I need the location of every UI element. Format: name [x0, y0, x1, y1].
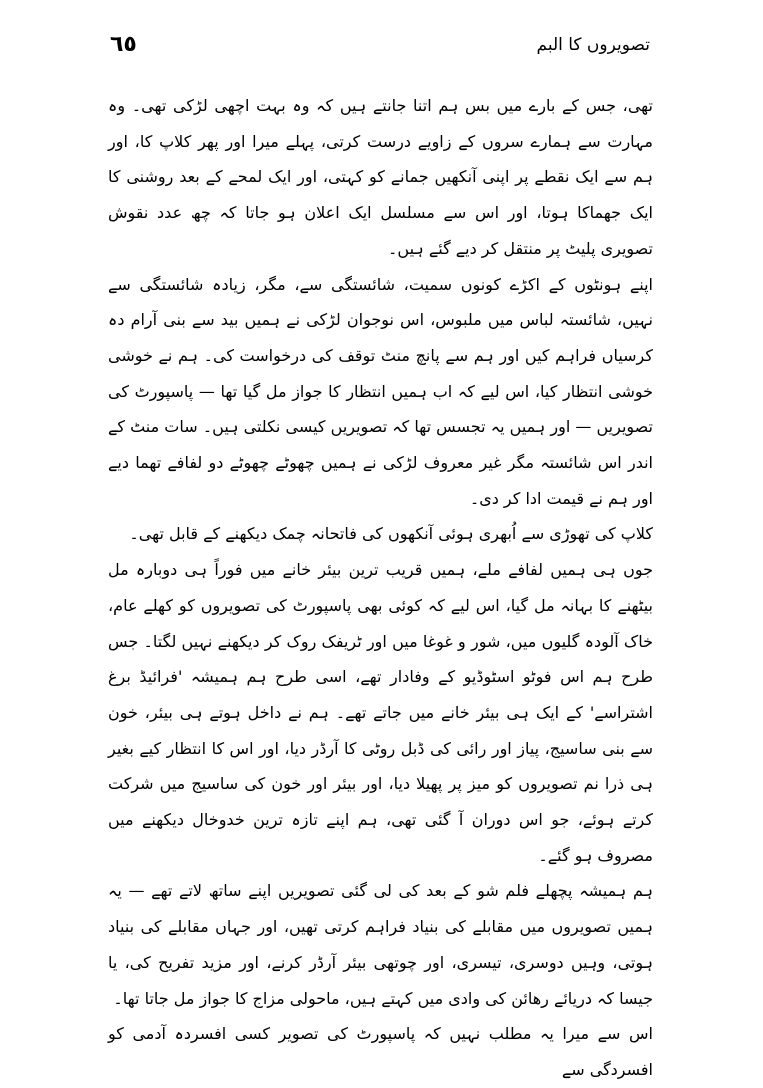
paragraph-5: ہم ہمیشہ پچھلے فلم شو کے بعد کی لی گئی تصویریں اپنے ساتھ لاتے تھے — یہ ہمیں تصویروں میں مقابلے کی بنیاد فراہم کرتی تھیں، اور جہاں مقابلے کی بنیاد ہوتی، وہیں دوسری، تیسری، اور چوتھی بیئر آرڈر کرنے، اور مزید تفریح کی، یا جیسا کہ دریائے رھائن کی وادی میں کہتے ہیں، ماحولی مزاج کا جواز مل جاتا تھا۔ — [108, 881, 653, 1008]
paragraph-1: تھی، جس کے بارے میں بس ہم اتنا جانتے ہیں کہ وہ بہت اچھی لڑکی تھی۔ وہ مہارت سے ہمارے سروں کے زاویے درست کرتی، پہلے میرا اور پھر کلاپ کا، اور ہم سے ایک نقطے پر اپنی آنکھیں جمانے کو کہتی، اور ایک لمحے کے بعد روشنی کا ایک جھماکا ہوتا، اور اس سے مسلسل ایک اعلان ہو جاتا کہ چھ عدد نقوش تصویری پلیٹ پر منتقل کر دیے گئے ہیں۔ — [108, 96, 653, 258]
page-number: ٦٥ — [110, 32, 137, 57]
body-text — [108, 88, 653, 1088]
page-header — [110, 32, 650, 57]
paragraph-3: کلاپ کی تھوڑی سے اُبھری ہوئی آنکھوں کی فاتحانہ چمک دیکھنے کے قابل تھی۔ — [129, 524, 653, 544]
paragraph-4: جوں ہی ہمیں لفافے ملے، ہمیں قریب ترین بیئر خانے میں فوراً ہی دوبارہ مل بیٹھنے کا بہانہ مل گیا، اس لیے کہ کوئی بھی پاسپورٹ کی تصویروں کو کھلے عام، خاک آلودہ گلیوں میں، شور و غوغا میں اور ٹریفک روک کر دیکھنے نہیں لگتا۔ جس طرح ہم اس فوٹو اسٹوڈیو کے وفادار تھے، اسی طرح ہم ہمیشہ 'فرائیڈ برغ اشتراسے' کے ایک ہی بیئر خانے میں جاتے تھے۔ ہم نے داخل ہوتے ہی بیئر، خون سے بنی ساسیج، پیاز اور رائی کی ڈبل روٹی کا آرڈر دیا، اور اس کا انتظار کیے بغیر ہی ذرا نم تصویروں کو میز پر پھیلا دیا، اور بیئر اور خون کی ساسیج میں شرکت کرتے ہوئے، جو اس دوران آ گئی تھی، ہم اپنے تازہ ترین خدوخال دیکھنے میں مصروف ہو گئے۔ — [108, 560, 653, 865]
paragraph-2: اپنے ہونٹوں کے اکڑے کونوں سمیت، شائستگی سے، مگر، زیادہ شائستگی سے نہیں، شائستہ لباس میں ملبوس، اس نوجوان لڑکی نے ہمیں بید سے بنی آرام دہ کرسیاں فراہم کیں اور ہم سے پانچ منٹ توقف کی درخواست کی۔ ہم نے خوشی خوشی انتظار کیا، اس لیے کہ اب ہمیں انتظار کا جواز مل گیا تھا — پاسپورٹ کی تصویریں — اور ہمیں یہ تجسس تھا کہ تصویریں کیسی نکلتی ہیں۔ سات منٹ کے اندر اس شائستہ مگر غیر معروف لڑکی نے ہمیں چھوٹے چھوٹے دو لفافے تھما دیے اور ہم نے قیمت ادا کر دی۔ — [108, 274, 653, 508]
paragraph-6: اس سے میرا یہ مطلب نہیں کہ پاسپورٹ کی تصویر کسی افسردہ آدمی کو افسردگی سے — [108, 1024, 653, 1079]
running-title: تصویروں کا البم — [536, 34, 650, 55]
